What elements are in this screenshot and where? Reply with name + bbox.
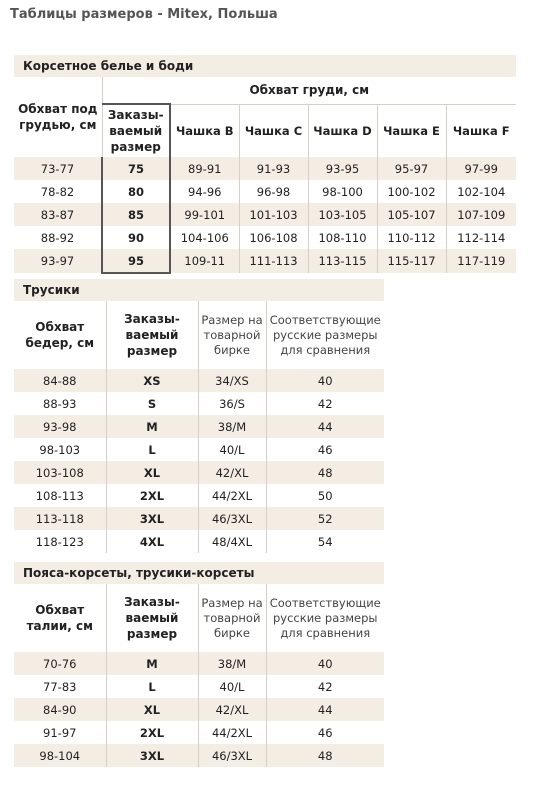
table-cell: 91-97 xyxy=(43,725,77,740)
table-row xyxy=(14,652,384,675)
table-cell: 85 xyxy=(102,203,170,226)
header-cup-d: Чашка D xyxy=(308,104,377,157)
table-cell: 99-101 xyxy=(170,203,239,226)
table-cell: XL xyxy=(106,461,198,484)
table-cell: 107-109 xyxy=(446,203,516,226)
table-cell: 44/2XL xyxy=(198,721,266,744)
header-waist-girth: Обхват талии, см xyxy=(26,603,93,633)
table-cell: 96-98 xyxy=(239,180,308,203)
table-cell: 3XL xyxy=(106,507,198,530)
table-row xyxy=(14,484,384,507)
table-cell: 34/XS xyxy=(198,369,266,392)
table-cell: 93-98 xyxy=(14,415,106,438)
table-cell: 93-97 xyxy=(14,249,102,273)
table-row xyxy=(14,698,384,721)
table-cell: 42 xyxy=(266,675,384,698)
table-cell: 108-113 xyxy=(35,488,84,503)
table-cell: 110-112 xyxy=(377,226,446,249)
table-cell: 88-92 xyxy=(40,230,75,245)
table-cell: 73-77 xyxy=(14,157,102,180)
table-cell: 40 xyxy=(266,652,384,675)
table-cell: 118-123 xyxy=(35,534,84,549)
table-cell: 83-87 xyxy=(14,203,102,226)
table-cell: 105-107 xyxy=(377,203,446,226)
header-hip-girth: Обхват бедер, см xyxy=(25,320,95,350)
table-cell: 42 xyxy=(266,392,384,415)
table-cell: 44 xyxy=(266,415,384,438)
table-cell: XL xyxy=(106,698,198,721)
header-russian-size: Соответствующие русские размеры для сравнения xyxy=(266,301,384,369)
table-cell: 75 xyxy=(102,157,170,180)
table-cell: 46/3XL xyxy=(198,507,266,530)
header-tag-size: Размер на товарной бирке xyxy=(198,584,266,652)
table-cell: 2XL xyxy=(106,484,198,507)
table-cell: 40 xyxy=(266,369,384,392)
table-cell: 48/4XL xyxy=(198,530,266,553)
table-cell: 106-108 xyxy=(239,226,308,249)
table-cell: 91-93 xyxy=(239,157,308,180)
table-cell: 98-100 xyxy=(308,180,377,203)
corsets-table-body xyxy=(14,652,384,767)
table-cell: 52 xyxy=(266,507,384,530)
table-cell: 80 xyxy=(102,180,170,203)
table-cell: 100-102 xyxy=(377,180,446,203)
table-row xyxy=(14,180,516,203)
table-cell: 54 xyxy=(266,530,384,553)
table-row xyxy=(14,744,384,767)
corsets-size-table xyxy=(14,584,384,767)
bra-table-body xyxy=(14,157,516,273)
table-row xyxy=(14,507,384,530)
table-cell: 40/L xyxy=(198,675,266,698)
table-cell: 42/XL xyxy=(198,698,266,721)
table-cell: 101-103 xyxy=(239,203,308,226)
table-cell: 104-106 xyxy=(170,226,239,249)
table-cell: 93-95 xyxy=(308,157,377,180)
header-cup-c: Чашка C xyxy=(239,104,308,157)
table-cell: 97-99 xyxy=(446,157,516,180)
table-cell: 113-118 xyxy=(14,507,106,530)
table-cell: 2XL xyxy=(106,721,198,744)
table-cell: XS xyxy=(106,369,198,392)
table-cell: 95-97 xyxy=(377,157,446,180)
table-row xyxy=(14,530,384,553)
table-cell: 44 xyxy=(266,698,384,721)
table-row xyxy=(14,415,384,438)
table-cell: L xyxy=(106,438,198,461)
table-row xyxy=(14,226,516,249)
table-cell: 70-76 xyxy=(14,652,106,675)
table-cell: S xyxy=(106,392,198,415)
table-cell: 102-104 xyxy=(446,180,516,203)
table-row xyxy=(14,369,384,392)
table-cell: 3XL xyxy=(106,744,198,767)
table-row xyxy=(14,249,516,273)
table-cell: 42/XL xyxy=(198,461,266,484)
table-row xyxy=(14,721,384,744)
header-underbust: Обхват под грудью, см xyxy=(14,77,102,157)
table-cell: 112-114 xyxy=(446,226,516,249)
header-bust-girth: Обхват груди, см xyxy=(102,77,516,104)
bra-size-table xyxy=(14,77,516,274)
page-title: Таблицы размеров - Mitex, Польша xyxy=(10,7,278,22)
table-cell: 84-90 xyxy=(14,698,106,721)
table-cell: 94-96 xyxy=(170,180,239,203)
table-cell: 38/M xyxy=(198,652,266,675)
panties-size-table xyxy=(14,301,384,553)
header-russian-size: Соответствующие русские размеры для сравнения xyxy=(266,584,384,652)
table-cell: M xyxy=(106,415,198,438)
table-cell: 103-108 xyxy=(14,461,106,484)
table-row xyxy=(14,438,384,461)
header-order-size: Заказы-ваемый размер xyxy=(106,584,198,652)
table-cell: 36/S xyxy=(198,392,266,415)
table-cell: 40/L xyxy=(198,438,266,461)
table-cell: 46 xyxy=(266,721,384,744)
table-cell: 108-110 xyxy=(308,226,377,249)
table-cell: 88-93 xyxy=(43,396,77,411)
table-cell: 38/M xyxy=(198,415,266,438)
table-cell: 89-91 xyxy=(170,157,239,180)
table-cell: 48 xyxy=(266,461,384,484)
table-cell: 46/3XL xyxy=(198,744,266,767)
panties-table-body xyxy=(14,369,384,553)
table-row xyxy=(14,157,516,180)
table-cell: 98-103 xyxy=(39,442,81,457)
table-cell: L xyxy=(106,675,198,698)
header-cup-f: Чашка F xyxy=(446,104,516,157)
table-row xyxy=(14,203,516,226)
table-cell: 84-88 xyxy=(14,369,106,392)
table-cell: 4XL xyxy=(106,530,198,553)
table-cell: 44/2XL xyxy=(198,484,266,507)
header-tag-size: Размер на товарной бирке xyxy=(198,301,266,369)
section-title-corsets: Пояса-корсеты, трусики-корсеты xyxy=(14,562,384,584)
header-order-size: Заказы-ваемый размер xyxy=(102,104,170,157)
table-cell: 78-82 xyxy=(40,184,75,199)
table-cell: 117-119 xyxy=(446,249,516,273)
table-cell: 113-115 xyxy=(308,249,377,273)
table-cell: 115-117 xyxy=(377,249,446,273)
table-cell: 90 xyxy=(102,226,170,249)
table-row xyxy=(14,392,384,415)
table-cell: 103-105 xyxy=(308,203,377,226)
section-title-bra: Корсетное белье и боди xyxy=(14,55,516,77)
table-row xyxy=(14,461,384,484)
header-cup-e: Чашка E xyxy=(377,104,446,157)
table-cell: 48 xyxy=(266,744,384,767)
section-title-panties: Трусики xyxy=(14,279,384,301)
header-order-size: Заказы-ваемый размер xyxy=(106,301,198,369)
table-row xyxy=(14,675,384,698)
table-cell: 46 xyxy=(266,438,384,461)
header-cup-b: Чашка B xyxy=(170,104,239,157)
table-cell: 95 xyxy=(102,249,170,273)
table-cell: 109-11 xyxy=(170,249,239,273)
table-cell: 50 xyxy=(266,484,384,507)
table-cell: M xyxy=(106,652,198,675)
table-cell: 111-113 xyxy=(239,249,308,273)
table-cell: 98-104 xyxy=(14,744,106,767)
table-cell: 77-83 xyxy=(43,679,77,694)
